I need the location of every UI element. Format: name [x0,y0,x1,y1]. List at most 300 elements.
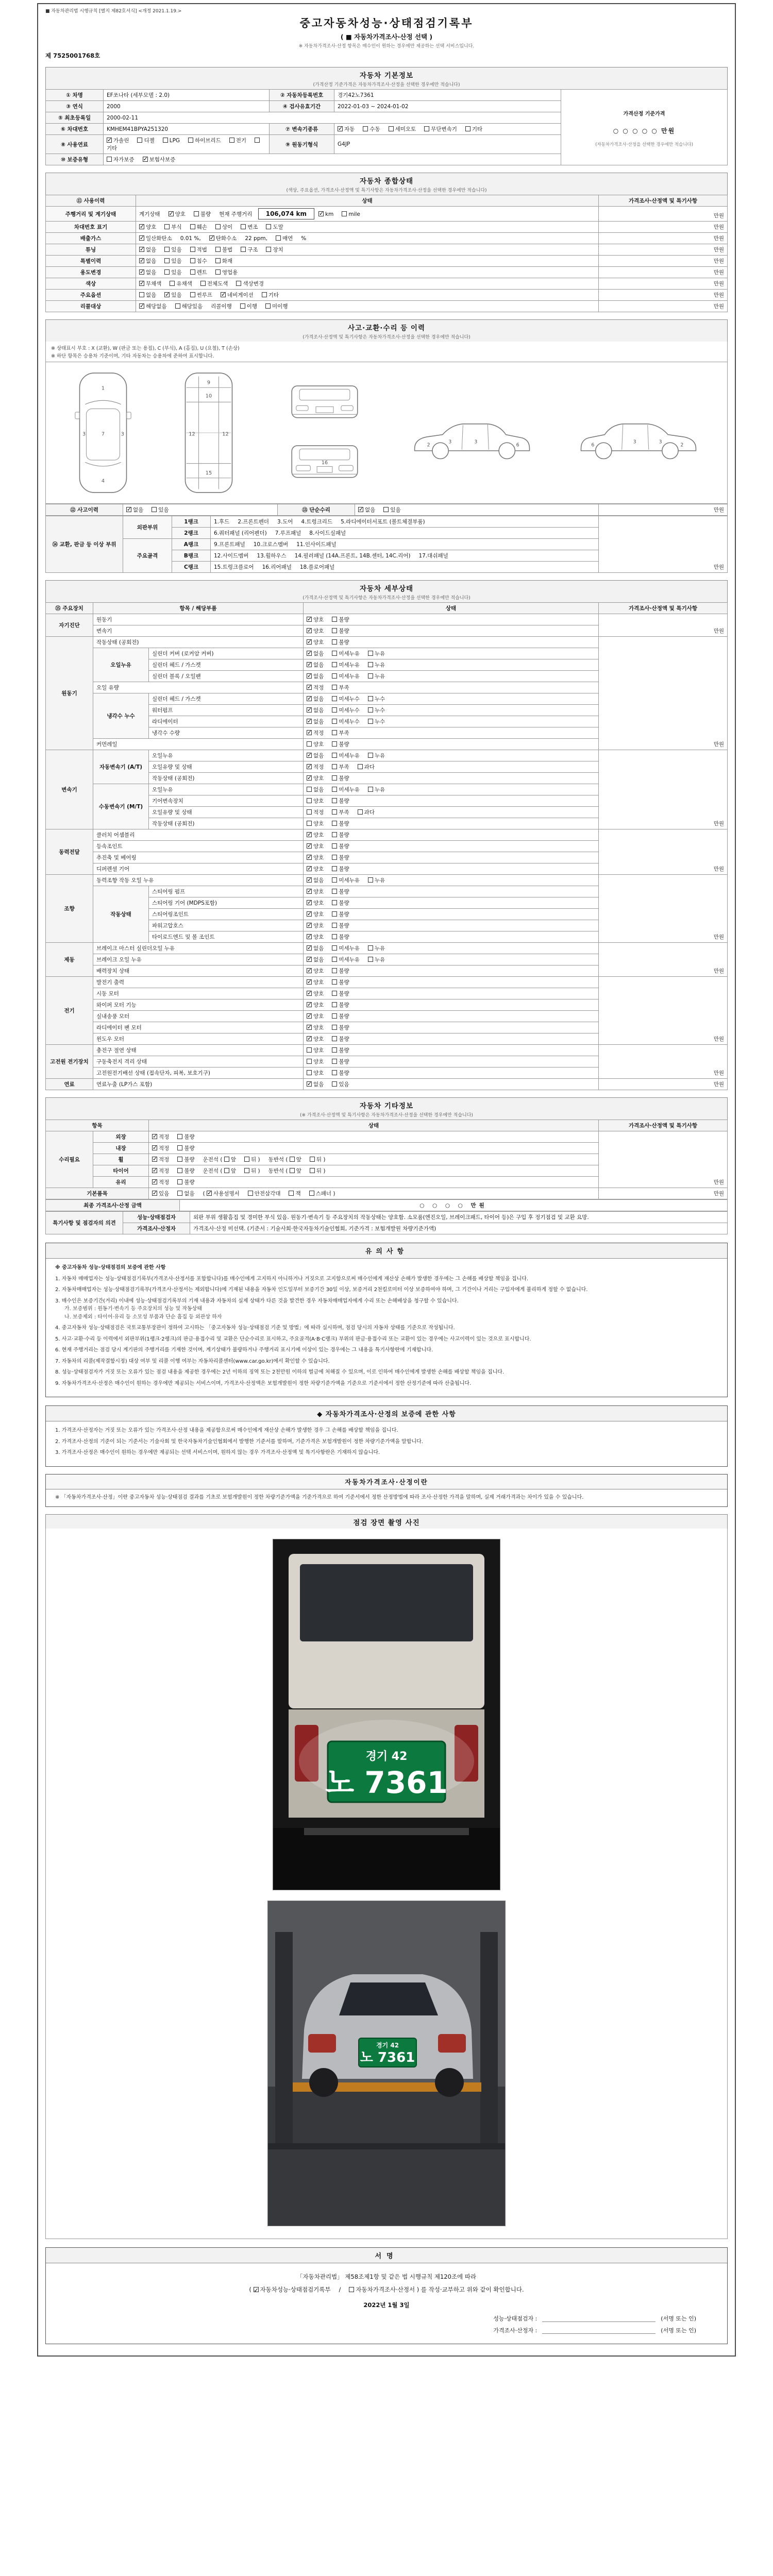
checkbox-unchecked[interactable] [332,832,337,837]
checkbox-checked[interactable] [152,1145,157,1150]
detail-item-label: 브레이크 오일 누유 [93,954,304,965]
checkbox-unchecked[interactable] [349,2287,354,2292]
detail-row [46,829,728,841]
checkbox-checked[interactable] [152,1134,157,1139]
price-amount-cell: 만원 [599,278,728,290]
checkbox-unchecked[interactable] [465,126,470,131]
notice-item [55,1380,718,1388]
base-price-amount: ○ ○ ○ ○ ○ 만원 [613,127,676,134]
checkbox-unchecked[interactable] [332,662,337,667]
checkbox-unchecked[interactable] [307,787,312,792]
checkbox-unchecked[interactable] [332,639,337,645]
svg-text:4: 4 [101,478,105,484]
svg-text:3: 3 [633,438,636,445]
section-inspection-photos [45,1514,728,2239]
checkbox-unchecked[interactable] [152,507,157,512]
checkbox-checked[interactable] [307,866,312,871]
checkbox-unchecked[interactable] [332,775,337,781]
remarks-row-inspector [46,1212,728,1223]
checkbox-unchecked[interactable] [332,889,337,894]
checkbox-checked[interactable] [152,1179,157,1184]
etc-item-label: 내장 [93,1143,149,1154]
exchange-rank-label: 1랭크 [172,516,211,528]
overall-row [46,244,728,256]
svg-text:2: 2 [427,442,430,448]
detail-item-label: 동력조향 작동 오일 누유 [93,875,304,886]
etc-info-table [45,1120,728,1199]
exchange-part-items: 9.프론트패널 10.크로스멤버 11.인사이드패널 [211,539,599,550]
detail-item-label: 기어변속장치 [149,795,304,807]
checkbox-unchecked[interactable] [332,696,337,701]
checkbox-checked[interactable] [307,843,312,849]
svg-text:6: 6 [516,442,519,448]
price-amount-cell: 만원 [599,1188,728,1199]
svg-text:1: 1 [101,385,105,392]
accident-history-label: ⑫ 사고이력 [46,504,123,516]
checkbox-unchecked[interactable] [383,507,389,512]
checkbox-checked[interactable] [307,991,312,996]
signer-row [77,2326,696,2334]
reg-no-value: 경기42노7361 [334,90,561,101]
year-label: ③ 연식 [46,101,104,112]
svg-text:9: 9 [207,380,210,386]
checkbox-unchecked[interactable] [332,877,337,883]
checkbox-checked[interactable] [307,719,312,724]
checkbox-checked[interactable] [139,247,144,252]
checkbox-unchecked[interactable] [190,247,195,252]
checkbox-checked[interactable] [139,269,144,275]
checkbox-checked[interactable] [164,292,170,297]
price-amount-cell: 만원 [599,637,728,750]
checkbox-checked[interactable] [207,1191,212,1196]
checkbox-unchecked[interactable] [368,673,373,679]
checkbox-unchecked[interactable] [332,1059,337,1064]
checkbox-checked[interactable] [307,753,312,758]
checkbox-unchecked[interactable] [332,719,337,724]
checkbox-unchecked[interactable] [307,798,312,803]
checkbox-unchecked[interactable] [332,945,337,951]
detail-row [46,750,728,761]
detail-item-state: ✓ 양호 불량 [304,920,599,931]
form-reference-note: ■ 자동차관리법 시행규칙 [별지 제82호서식] <개정 2021.1.19.> [45,9,182,14]
detail-item-label: 와이퍼 모터 기능 [93,999,304,1011]
checkbox-checked[interactable] [307,911,312,917]
checkbox-checked[interactable] [358,507,363,512]
checkbox-unchecked[interactable] [332,866,337,871]
checkbox-unchecked[interactable] [332,1081,337,1087]
detail-device-label: 고전원 전기장치 [46,1045,93,1079]
checkbox-checked[interactable] [307,639,312,645]
inspection-photo-rear-plate [273,1539,500,1890]
checkbox-checked[interactable] [307,730,312,735]
document-number: 제 7525001768호 [45,52,100,59]
checkbox-checked[interactable] [307,662,312,667]
checkbox-checked[interactable] [307,1025,312,1030]
checkbox-unchecked[interactable] [332,798,337,803]
checkbox-unchecked[interactable] [266,224,271,229]
checkbox-unchecked[interactable] [163,138,168,143]
notice-item [55,1275,718,1283]
checkbox-checked[interactable] [139,303,144,309]
signature-statement-2: ( ✓자동차성능·상태점검기록부 / 자동차가격조사·산정서 ) 를 작성·교부하고 위와 같이 확인합니다. [66,2284,707,2295]
checkbox-unchecked[interactable] [332,617,337,622]
checkbox-unchecked[interactable] [190,269,195,275]
photos-header [45,1514,728,1529]
checkbox-unchecked[interactable] [332,753,337,758]
checkbox-unchecked[interactable] [363,126,368,131]
checkbox-checked[interactable] [307,1002,312,1007]
checkbox-checked[interactable] [209,235,214,241]
checkbox-checked[interactable] [307,673,312,679]
checkbox-checked[interactable] [152,1191,157,1196]
price-amount-cell: 만원 [599,233,728,244]
checkbox-unchecked[interactable] [342,211,347,216]
checkbox-checked[interactable] [307,979,312,985]
checkbox-unchecked[interactable] [241,224,246,229]
checkbox-unchecked[interactable] [266,247,271,252]
checkbox-unchecked[interactable] [309,1191,314,1196]
checkbox-unchecked[interactable] [332,787,337,792]
checkbox-unchecked[interactable] [177,1134,182,1139]
checkbox-unchecked[interactable] [310,1168,315,1173]
checkbox-unchecked[interactable] [262,292,267,297]
price-notice-section [45,1405,728,1467]
base-price-cell [561,90,728,165]
checkbox-unchecked[interactable] [307,1070,312,1075]
checkbox-unchecked[interactable] [332,843,337,849]
checkbox-unchecked[interactable] [244,1157,249,1162]
checkbox-unchecked[interactable] [215,224,221,229]
checkbox-checked[interactable] [143,157,148,162]
checkbox-unchecked[interactable] [368,651,373,656]
checkbox-checked[interactable] [152,1168,157,1173]
detail-item-state: ✓ 양호 불량 [304,931,599,943]
etc-item-label: 휠 [93,1154,149,1165]
checkbox-unchecked[interactable] [332,1070,337,1075]
checkbox-checked[interactable] [307,1081,312,1087]
checkbox-unchecked[interactable] [332,764,337,769]
checkbox-unchecked[interactable] [332,730,337,735]
detail-item-state: ✓ 없음 미세누유 누유 [304,648,599,659]
checkbox-unchecked[interactable] [332,968,337,973]
checkbox-unchecked[interactable] [137,138,142,143]
detail-row [46,875,728,886]
checkbox-checked[interactable] [307,651,312,656]
checkbox-unchecked[interactable] [188,138,193,143]
checkbox-unchecked[interactable] [368,719,373,724]
checkbox-checked[interactable] [139,224,144,229]
checkbox-unchecked[interactable] [164,224,170,229]
checkbox-unchecked[interactable] [332,957,337,962]
detail-item-state: ✓ 양호 불량 [304,977,599,988]
checkbox-unchecked[interactable] [139,292,144,297]
checkbox-unchecked[interactable] [307,821,312,826]
detail-row [46,1045,728,1056]
checkbox-checked[interactable] [307,968,312,973]
checkbox-unchecked[interactable] [215,247,221,252]
detail-header-row [46,603,728,614]
final-amount-table [45,1199,728,1211]
checkbox-checked[interactable] [107,138,112,143]
detail-item-label: 변속기 [93,625,304,637]
checkbox-checked[interactable] [307,696,312,701]
car-diagram-side-right-view [575,403,703,463]
detail-item-label: 스티어링조인트 [149,909,304,920]
checkbox-unchecked[interactable] [332,1013,337,1019]
checkbox-checked[interactable] [254,2287,259,2292]
checkbox-unchecked[interactable] [244,1168,249,1173]
checkbox-unchecked[interactable] [175,303,180,309]
checkbox-unchecked[interactable] [307,741,312,747]
checkbox-unchecked[interactable] [224,1157,229,1162]
checkbox-checked[interactable] [307,934,312,939]
section-accident-header [45,319,728,342]
checkbox-unchecked[interactable] [307,1047,312,1053]
checkbox-unchecked[interactable] [215,258,221,263]
checkbox-checked[interactable] [307,707,312,713]
checkbox-checked[interactable] [307,628,312,633]
detail-item-state: ✓ 양호 불량 [304,1011,599,1022]
notice-item [55,1335,718,1344]
checkbox-unchecked[interactable] [332,900,337,905]
checkbox-unchecked[interactable] [190,292,195,297]
exchange-part-items: 6.쿼터패널 (리어펜더) 7.루프패널 8.사이드실패널 [211,528,599,539]
notice-item [55,1324,718,1332]
checkbox-checked[interactable] [152,1157,157,1162]
etc-col-state: 상태 [149,1120,599,1131]
overall-row [46,256,728,267]
checkbox-unchecked[interactable] [215,269,221,275]
svg-text:12: 12 [189,431,195,437]
checkbox-unchecked[interactable] [332,1036,337,1041]
checkbox-unchecked[interactable] [310,1157,315,1162]
detail-item-label: 커먼레일 [93,739,304,750]
detail-item-state: 양호 불량 [304,1067,599,1079]
checkbox-unchecked[interactable] [424,126,429,131]
detail-item-label: 발전기 출력 [93,977,304,988]
checkbox-unchecked[interactable] [229,138,234,143]
detail-item-state: ✓ 없음 미세누유 누유 [304,954,599,965]
appraiser-opinion-label: 가격조사·산정자 [123,1223,190,1234]
detail-col-device: ⑮ 주요장치 [46,603,93,614]
signer-row [77,2314,696,2323]
car-name-label: ① 차명 [46,90,104,101]
section-basic-note: (가격산정 기준가격은 자동차가격조사·산정을 선택한 경우에만 적습니다) [313,82,460,88]
etc-col-price: 가격조사·산정액 및 특기사항 [599,1120,728,1131]
checkbox-unchecked[interactable] [368,696,373,701]
checkbox-unchecked[interactable] [290,1157,295,1162]
engine-type-label: ⑨ 원동기형식 [270,135,334,154]
checkbox-checked[interactable] [139,258,144,263]
license-plate-number-text-2: 노 7361 [360,2050,415,2065]
checkbox-unchecked[interactable] [368,945,373,951]
checkbox-unchecked[interactable] [368,957,373,962]
checkbox-checked[interactable] [307,889,312,894]
checkbox-unchecked[interactable] [332,673,337,679]
checkbox-unchecked[interactable] [368,662,373,667]
price-notice-list [55,1427,718,1457]
checkbox-unchecked[interactable] [190,224,195,229]
checkbox-unchecked[interactable] [164,258,170,263]
checkbox-unchecked[interactable] [177,1145,182,1150]
detail-item-state: 양호 불량 [304,739,599,750]
detail-item-label: 작동상태 (공회전) [149,773,304,784]
checkbox-checked[interactable] [307,957,312,962]
checkbox-unchecked[interactable] [265,303,271,309]
exchange-part-group: 주요골격 [123,539,172,573]
checkbox-checked[interactable] [338,126,343,131]
checkbox-unchecked[interactable] [332,911,337,917]
checkbox-unchecked[interactable] [241,247,246,252]
photos-container [45,1529,728,2239]
detail-item-label: 클러치 어셈블리 [93,829,304,841]
signature-statement-1: 「자동차관리법」 제58조제1항 및 같은 법 시행규칙 제120조에 따라 [297,2273,476,2280]
overall-item-state: ✓ 일산화탄소 0.01 %, ✓ 탄화수소 22 ppm, 매연 % [136,233,599,244]
signature-line [542,2315,656,2322]
checkbox-checked[interactable] [139,281,144,286]
detail-item-label: 라디에이터 [149,716,304,727]
notice-item-text: 5. 사고·교환·수리 등 이력에서 외판부위(1랭크·2랭크)의 판금·용접수리 및 교환은 단순수리로 표시하고, 주요골격(A·B·C랭크) 부위의 판금·용접수리 또는 교환이 있는 경우에는 사고이력이 있는 것으로 표시합니다. [55,1336,531,1342]
checkbox-unchecked[interactable] [332,821,337,826]
checkbox-checked[interactable] [139,235,144,241]
detail-row [46,943,728,954]
checkbox-unchecked[interactable] [332,628,337,633]
checkbox-unchecked[interactable] [177,1157,182,1162]
checkbox-unchecked[interactable] [290,1168,295,1173]
checkbox-unchecked[interactable] [358,764,363,769]
checkbox-unchecked[interactable] [248,1191,253,1196]
checkbox-unchecked[interactable] [194,211,199,216]
appraiser-opinion-text: 가격조사·산정 미선택. (기준서 : 기술사회·한국자동차기술인협회, 기준가격 : 보험개발원 차량기준가액) [190,1223,728,1234]
checkbox-checked[interactable] [126,507,131,512]
checkbox-checked[interactable] [307,900,312,905]
checkbox-unchecked[interactable] [368,753,373,758]
checkbox-checked[interactable] [307,685,312,690]
price-amount-cell: 만원 [599,977,728,1045]
checkbox-checked[interactable] [169,211,174,216]
signature-title: 서명 [46,2248,727,2263]
checkbox-unchecked[interactable] [332,934,337,939]
detail-item-state: ✓ 양호 불량 [304,1022,599,1033]
checkbox-checked[interactable] [307,775,312,781]
notice-item-text: 3. 매수인은 보증기간(거리) 이내에 성능·상태점검기록부의 기재 내용과 자동차의 실제 상태가 다른 것을 발견한 경우 자동차매매업자에게 수리 또는 손해배상을 청구할 수 있습니다. [55,1298,459,1304]
etc-basic-items-row [46,1188,728,1199]
signer-role-label: 가격조사·산정자 : [493,2327,537,2334]
price-amount-cell: 만원 [599,829,728,875]
checkbox-unchecked[interactable] [332,809,337,815]
detail-item-label: 워터펌프 [149,705,304,716]
checkbox-checked[interactable] [307,877,312,883]
checkbox-checked[interactable] [221,292,226,297]
overall-row [46,233,728,244]
checkbox-unchecked[interactable] [177,1168,182,1173]
base-price-label: 가격산정 기준가격 [623,111,665,117]
checkbox-unchecked[interactable] [107,157,112,162]
checkbox-checked[interactable] [307,1013,312,1019]
checkbox-unchecked[interactable] [240,303,245,309]
price-amount-cell: 만원 [599,516,728,573]
checkbox-unchecked[interactable] [190,258,195,263]
checkbox-unchecked[interactable] [332,651,337,656]
etc-item-state: ✓ 적정 불량 [149,1131,599,1143]
checkbox-unchecked[interactable] [164,269,170,275]
detail-item-state: ✓ 없음 미세누수 누수 [304,716,599,727]
car-front-view-drawing [281,375,368,431]
checkbox-unchecked[interactable] [177,1191,182,1196]
etc-item-label: 타이어 [93,1165,149,1177]
detail-item-state: ✓ 없음 미세누유 누유 [304,875,599,886]
checkbox-checked[interactable] [307,617,312,622]
checkbox-unchecked[interactable] [332,855,337,860]
detail-col-state: 상태 [304,603,599,614]
checkbox-checked[interactable] [318,211,324,216]
checkbox-checked[interactable] [307,1036,312,1041]
checkbox-unchecked[interactable] [368,787,373,792]
detail-item-state: ✓ 없음 있음 [304,1079,599,1090]
svg-text:10: 10 [205,393,212,399]
checkbox-unchecked[interactable] [332,707,337,713]
checkbox-unchecked[interactable] [164,247,170,252]
overall-item-label: 특별이력 [46,256,136,267]
checkbox-unchecked[interactable] [332,685,337,690]
checkbox-checked[interactable] [307,945,312,951]
simple-repair-label: ⑬ 단순수리 [278,504,355,516]
checkbox-unchecked[interactable] [332,741,337,747]
checkbox-unchecked[interactable] [368,707,373,713]
checkbox-unchecked[interactable] [289,1191,294,1196]
checkbox-unchecked[interactable] [236,281,241,286]
checkbox-checked[interactable] [307,923,312,928]
detail-item-state: ✓ 양호 불량 [304,841,599,852]
checkbox-unchecked[interactable] [255,138,260,143]
car-frame-view-drawing [175,368,242,497]
checkbox-checked[interactable] [307,832,312,837]
remarks-row-appraiser [46,1223,728,1234]
checkbox-checked[interactable] [307,764,312,769]
checkbox-unchecked[interactable] [389,126,394,131]
detail-item-state: ✓ 양호 불량 [304,999,599,1011]
checkbox-unchecked[interactable] [224,1168,229,1173]
checkbox-checked[interactable] [307,855,312,860]
checkbox-unchecked[interactable] [307,809,312,815]
reg-no-label: ② 자동차등록번호 [270,90,334,101]
section-etc-header [45,1097,728,1120]
checkbox-unchecked[interactable] [368,877,373,883]
detail-item-label: 윈도우 모터 [93,1033,304,1045]
checkbox-unchecked[interactable] [332,979,337,985]
detail-item-label: 오일유량 및 상태 [149,807,304,818]
overall-item-state: ✓ 없음 있음 침수 화재 [136,256,599,267]
checkbox-unchecked[interactable] [332,1025,337,1030]
detail-item-state: 적정 부족 과다 [304,807,599,818]
detail-item-state: ✓ 양호 불량 [304,897,599,909]
checkbox-unchecked[interactable] [307,1059,312,1064]
detail-item-state: ✓ 없음 미세누수 누수 [304,693,599,705]
checkbox-unchecked[interactable] [332,923,337,928]
checkbox-unchecked[interactable] [276,235,281,241]
checkbox-unchecked[interactable] [200,281,206,286]
checkbox-unchecked[interactable] [177,1179,182,1184]
section-basic-header [45,67,728,89]
checkbox-unchecked[interactable] [332,1047,337,1053]
checkbox-unchecked[interactable] [332,991,337,996]
basic-info-table [45,89,728,165]
accident-history-options: ✓ 없음 있음 [123,504,278,516]
checkbox-unchecked[interactable] [170,281,175,286]
overall-item-state: ✓ 없음 있음 렌트 영업용 [136,267,599,278]
checkbox-unchecked[interactable] [358,809,363,815]
checkbox-unchecked[interactable] [332,1002,337,1007]
